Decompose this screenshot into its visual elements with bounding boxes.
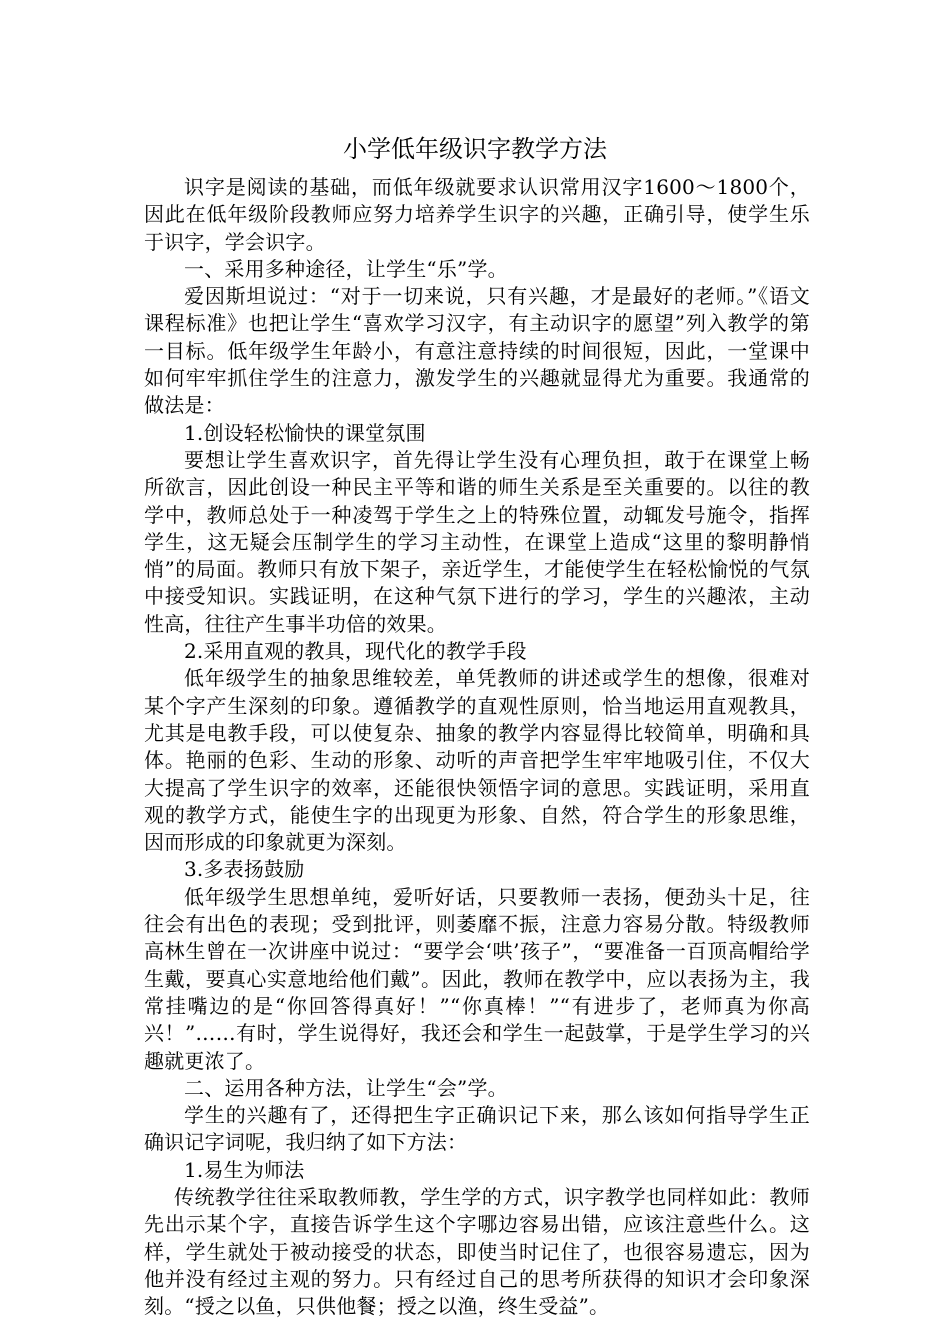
document-title: 小学低年级识字教学方法 <box>343 135 607 163</box>
section-2-heading: 二、运用各种方法，让学生“会”学。 <box>184 1075 508 1100</box>
paragraph-item-1-3: 低年级学生思想单纯，爱听好话，只要教师一表扬，便劲头十足，往往会有出色的表现；受到批评，则萎靡不振，注意力容易分散。特级教师高林生曾在一次讲座中说过：“要学会‘哄’孩子”，“要准备一百顶高帽给学生戴，要真心实意地给他们戴”。因此，教师在教学中，应以表扬为主，我常挂嘴边的是“你回答得真好！”“你真棒！”“有进步了，老师真为你高兴！”……有时，学生说得好，我还会和学生一起鼓掌，于是学生学习的兴趣就更浓了。 <box>144 884 810 1073</box>
paragraph-item-1-2: 低年级学生的抽象思维较差，单凭教师的讲述或学生的想像，很难对某个字产生深刻的印象。遵循教学的直观性原则，恰当地运用直观教具，尤其是电教手段，可以使复杂、抽象的教学内容显得比较简单，明确和具体。艳丽的色彩、生动的形象、动听的声音把学生牢牢地吸引住，不仅大大提高了学生识字的效率，还能很快领悟字词的意思。实践证明，采用直观的教学方式，能使生字的出现更为形象、自然，符合学生的形象思维，因而形成的印象就更为深刻。 <box>144 666 810 855</box>
item-2-1-heading: 1.易生为师法 <box>184 1157 305 1182</box>
paragraph-item-2-1: 传统教学往往采取教师教，学生学的方式，识字教学也同样如此：教师先出示某个字，直接告诉学生这个字哪边容易出错，应该注意些什么。这样，学生就处于被动接受的状态，即使当时记住了，也很容易遗忘，因为他并没有经过主观的努力。只有经过自己的思考所获得的知识才会印象深刻。“授之以鱼，只供他餐；授之以渔，终生受益”。 <box>144 1184 810 1319</box>
paragraph-section-2-intro: 学生的兴趣有了，还得把生字正确识记下来，那么该如何指导学生正确识记字词呢，我归纳了如下方法： <box>144 1103 810 1155</box>
item-1-2-heading: 2.采用直观的教具，现代化的教学手段 <box>184 639 527 664</box>
item-1-1-heading: 1.创设轻松愉快的课堂氛围 <box>184 420 426 445</box>
paragraph-item-1-1: 要想让学生喜欢识字，首先得让学生没有心理负担，敢于在课堂上畅所欲言，因此创设一种民主平等和谐的师生关系是至关重要的。以往的教学中，教师总处于一种凌驾于学生之上的特殊位置，动辄发号施令，指挥学生，这无疑会压制学生的学习主动性，在课堂上造成“这里的黎明静悄悄”的局面。教师只有放下架子，亲近学生，才能使学生在轻松愉悦的气氛中接受知识。实践证明，在这种气氛下进行的学习，学生的兴趣浓，主动性高，往往产生事半功倍的效果。 <box>144 447 810 636</box>
section-1-heading: 一、采用多种途径，让学生“乐”学。 <box>184 256 508 281</box>
paragraph-section-1-intro: 爱因斯坦说过：“对于一切来说，只有兴趣，才是最好的老师。”《语文课程标准》也把让学生“喜欢学习汉字，有主动识字的愿望”列入教学的第一目标。低年级学生年龄小，有意注意持续的时间很短，因此，一堂课中如何牢牢抓住学生的注意力，激发学生的兴趣就显得尤为重要。我通常的做法是： <box>144 284 810 418</box>
paragraph-intro: 识字是阅读的基础，而低年级就要求认识常用汉字1600～1800个，因此在低年级阶段教师应努力培养学生识字的兴趣，正确引导，使学生乐于识字，学会识字。 <box>144 175 810 254</box>
document-body <box>144 174 810 1320</box>
item-1-3-heading: 3.多表扬鼓励 <box>184 857 305 882</box>
